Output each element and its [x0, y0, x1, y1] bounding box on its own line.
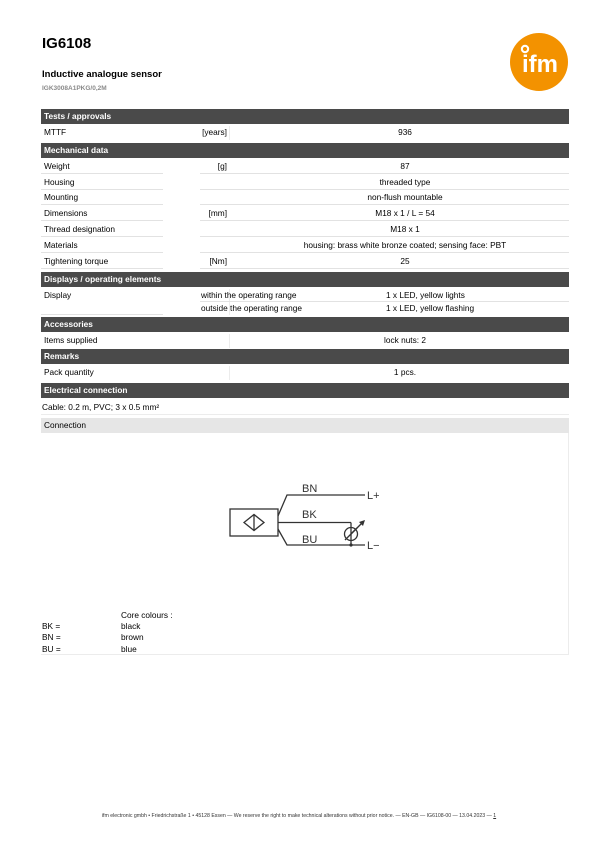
row-label: Pack quantity — [44, 367, 94, 377]
row-unit: [mm] — [208, 208, 227, 218]
section-mechanical: Mechanical data — [41, 143, 569, 158]
core-name: black — [121, 621, 141, 631]
terminal-l-minus: L− — [367, 540, 380, 552]
row-label: Dimensions — [44, 208, 88, 218]
footer-text: ifm electronic gmbh • Friedrichstraße 1 • 45128 Essen — We reserve the right to make technical alterations without prior notice. — EN-GB — IG6108-00 — 13.04.2023 — — [101, 813, 492, 819]
table-row — [41, 255, 569, 269]
display-value: 1 x LED, yellow flashing — [386, 303, 475, 313]
ifm-logo — [510, 33, 568, 91]
row-value: 87 — [400, 161, 410, 171]
connection-header: Connection — [41, 418, 569, 433]
row-value: M18 x 1 / L = 54 — [375, 208, 435, 218]
table-row — [41, 366, 569, 380]
section-displays: Displays / operating elements — [41, 272, 569, 287]
table-row — [41, 334, 569, 348]
row-unit: [years] — [202, 127, 227, 137]
display-condition: within the operating range — [201, 290, 297, 300]
table-row — [41, 239, 569, 253]
row-unit: [Nm] — [209, 256, 227, 266]
row-label: MTTF — [44, 127, 67, 137]
table-row — [41, 176, 569, 190]
core-name: blue — [121, 644, 137, 654]
core-name: brown — [121, 632, 144, 642]
section-tests: Tests / approvals — [41, 109, 569, 124]
display-value: 1 x LED, yellow lights — [386, 290, 465, 300]
row-label: Mounting — [44, 192, 79, 202]
display-condition: outside the operating range — [201, 303, 303, 313]
row-value: 936 — [398, 127, 412, 137]
row-label: Items supplied — [44, 335, 98, 345]
product-subtitle: Inductive analogue sensor — [42, 69, 162, 80]
row-label: Weight — [44, 161, 70, 171]
row-value: threaded type — [379, 177, 431, 187]
page-footer — [0, 813, 598, 819]
product-title: IG6108 — [42, 35, 92, 52]
wire-label-bn: BN — [302, 483, 318, 495]
wire-label-bu: BU — [302, 534, 318, 546]
row-label: Display — [44, 290, 72, 300]
table-row — [41, 160, 569, 174]
wire-label-bk: BK — [302, 509, 317, 521]
row-value: 25 — [400, 256, 410, 266]
wiring-diagram — [225, 478, 385, 556]
logo-text: ifm — [522, 51, 558, 78]
row-value: lock nuts: 2 — [384, 335, 426, 345]
table-row — [41, 191, 569, 205]
display-row — [41, 289, 569, 315]
page-number: 1 — [493, 813, 497, 819]
core-code: BN = — [42, 632, 61, 642]
row-label: Materials — [44, 240, 78, 250]
terminal-l-plus: L+ — [367, 490, 380, 502]
row-label: Thread designation — [44, 224, 116, 234]
section-electrical: Electrical connection — [41, 383, 569, 398]
row-label: Tightening torque — [44, 256, 109, 266]
core-colours-title: Core colours : — [121, 610, 173, 620]
section-accessories: Accessories — [41, 317, 569, 332]
row-value: 1 pcs. — [393, 367, 417, 377]
table-row — [41, 207, 569, 221]
cable-spec: Cable: 0.2 m, PVC; 3 x 0.5 mm² — [42, 402, 160, 412]
core-code: BU = — [42, 644, 61, 654]
row-label: Housing — [44, 177, 75, 187]
row-value: M18 x 1 — [390, 224, 420, 234]
row-unit: [g] — [217, 161, 227, 171]
row-value: non-flush mountable — [367, 192, 443, 202]
section-remarks: Remarks — [41, 349, 569, 364]
core-code: BK = — [42, 621, 61, 631]
article-number: IGK3008A1PKG/0,2M — [42, 85, 107, 92]
table-row — [41, 223, 569, 237]
row-value: housing: brass white bronze coated; sensing face: PBT — [303, 240, 507, 250]
table-row — [41, 126, 569, 140]
